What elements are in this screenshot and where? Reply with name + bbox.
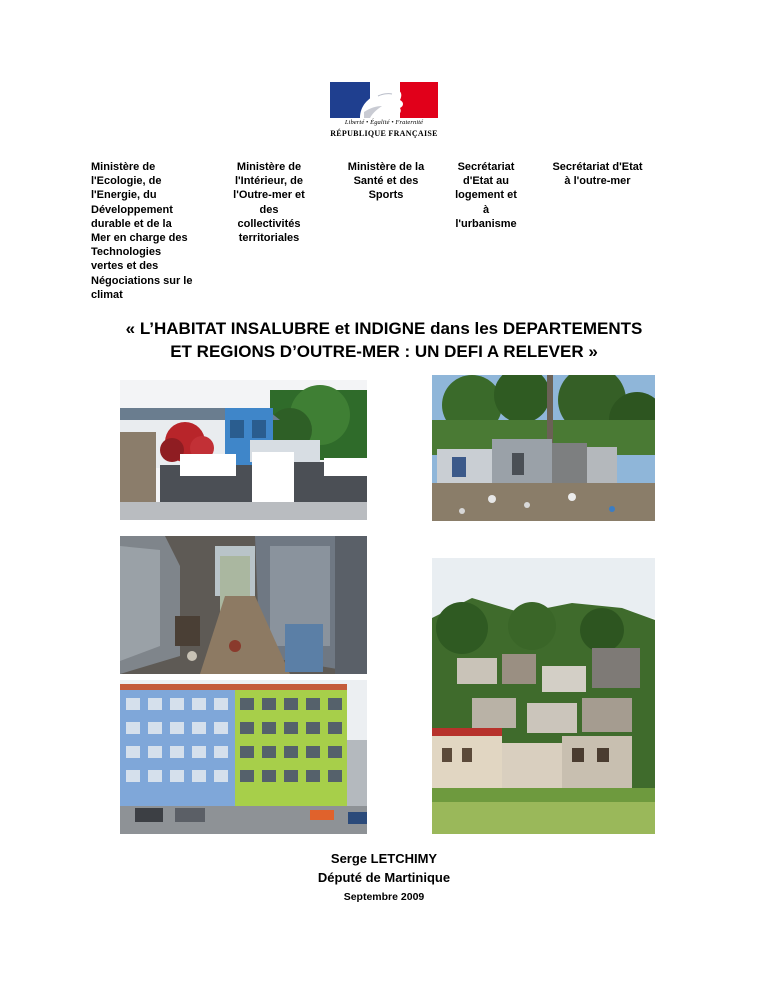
ministry-line: l'Intérieur, de — [234, 175, 304, 188]
ministry-line: collectivités — [237, 217, 301, 230]
ministry-line: l'Ecologie, de — [91, 175, 162, 188]
ministry-line: l'Energie, du — [91, 189, 157, 202]
ministry-line: Négociations sur le — [91, 274, 193, 287]
author-role: Député de Martinique — [317, 870, 451, 885]
ministry-line: Technologies — [91, 246, 162, 259]
photo-house-fence — [120, 380, 367, 520]
secretariat-logement — [440, 160, 532, 231]
ministry-line: Ministère de — [91, 161, 156, 173]
ministry-line: territoriales — [238, 232, 300, 245]
ministry-line: vertes et des — [91, 260, 159, 273]
ministry-line: Mer en charge des — [91, 232, 188, 245]
ministry-line: Secrétariat d'Etat — [552, 161, 643, 173]
ministry-ecologie — [91, 160, 216, 302]
ministry-line: logement et — [455, 189, 517, 202]
republique-francaise-logo — [330, 82, 440, 144]
logo-motto: Liberté • Égalité • Fraternité — [344, 119, 424, 126]
ministry-line: Sports — [368, 189, 404, 202]
photo-shacks-trees — [432, 375, 655, 521]
title-line-2: ET REGIONS D’OUTRE-MER : UN DEFI A RELEVER » — [170, 342, 598, 361]
secretariat-outre-mer — [535, 160, 660, 188]
report-date: Septembre 2009 — [343, 891, 425, 903]
ministry-line: l'urbanisme — [455, 217, 517, 230]
author-name: Serge LETCHIMY — [330, 851, 438, 866]
logo-republique: RÉPUBLIQUE FRANÇAISE — [330, 129, 438, 138]
ministry-sante — [331, 160, 441, 203]
ministry-interieur — [214, 160, 324, 245]
ministry-line: Secrétariat — [457, 161, 515, 173]
title-line-1: « L’HABITAT INSALUBRE et INDIGNE dans les DEPARTEMENTS — [125, 319, 643, 338]
ministry-line: climat — [91, 288, 123, 301]
ministry-line: l'Outre-mer et — [233, 189, 305, 202]
ministry-line: des — [259, 203, 279, 216]
photo-hillside-houses — [432, 558, 655, 834]
ministry-line: Ministère de la — [347, 161, 425, 173]
report-title — [60, 317, 708, 363]
photo-alley-corrugated — [120, 536, 367, 674]
ministry-line: durable et de la — [91, 217, 172, 230]
photo-apartment-block — [120, 680, 367, 834]
ministry-line: d'Etat au — [462, 175, 509, 188]
ministry-line: Ministère de — [236, 161, 302, 173]
ministry-line: Développement — [91, 203, 173, 216]
ministry-line: à l'outre-mer — [564, 175, 631, 188]
ministry-line: Santé et des — [353, 175, 419, 188]
ministry-line: à — [482, 203, 490, 216]
marianne-flag-icon — [330, 82, 438, 118]
